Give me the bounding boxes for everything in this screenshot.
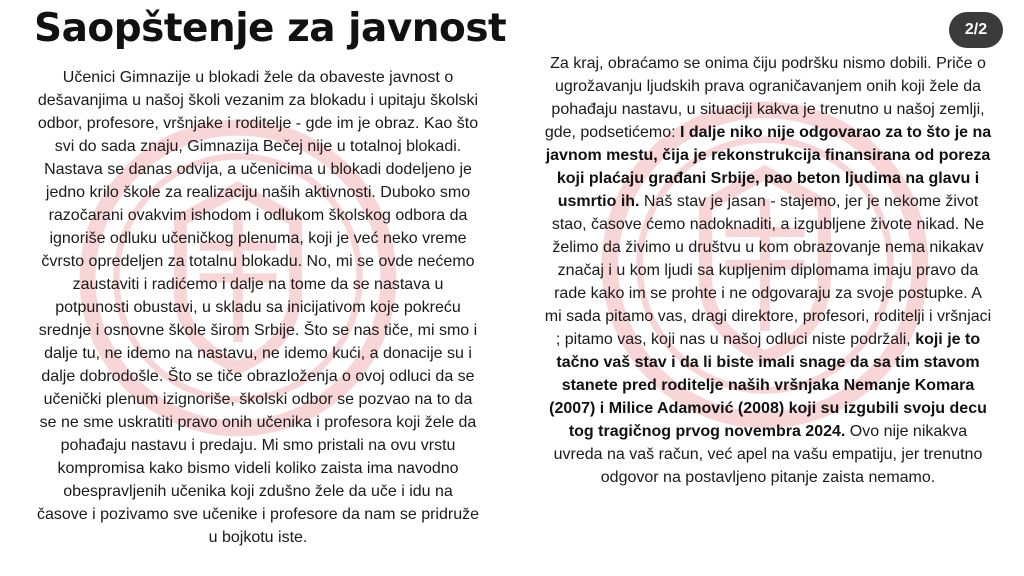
right-bold-segment: I dalje niko nije odgovarao za to što je na javnom mestu, čija je rekonstrukcija finansirana od poreza koji plaćaju građani Srbije, pao beton ljudima na glavu i usmrtio ih. [545, 124, 992, 210]
left-text-column [36, 66, 480, 549]
page-indicator-badge[interactable]: 2/2 [949, 12, 1003, 48]
right-text-segment: Ovo nije nikakva uvreda na vaš račun, već apel na vašu empatiju, jer trenutno odgovor na postavljeno pitanje zaista nemamo. [553, 423, 983, 486]
right-text-segment: Za kraj, obraćamo se onima čiju podršku nismo dobili. Priče o ugrožavanju ljudskih prava ograničavanjem onih koji žele da pohađaju nastavu, u situaciji kakva je trenutno u našoj zemlji, gde, podsetićemo: [544, 55, 986, 141]
right-paragraph [544, 52, 992, 489]
right-bold-segment: koji je to tačno vaš stav i da li biste imali snage da sa tim stavom stanete pred roditelje naših vršnjaka Nemanje Komara (2007) i Milice Adamović (2008) koji su izgubili svoju decu tog tragičnog prvog novembra 2024. [549, 331, 987, 440]
page-title: Saopštenje za javnost [34, 6, 507, 51]
right-text-segment: Naš stav je jasan - stajemo, jer je nekome život stao, časove ćemo nadoknaditi, a izgubljene živote nikad. Ne želimo da živimo u društvu u kom obrazovanje nema nikakav značaj i u kom ljudi sa kupljenim diplomama imaju pravo da rade kako im se prohte i ne odgovaraju za svoje postupke. A mi sada pitamo vas, dragi direktore, profesori, roditelji i vršnjaci ; pitamo vas, koji nas u našoj odluci niste podržali, [544, 193, 992, 348]
left-paragraph: Učenici Gimnazije u blokadi žele da obaveste javnost o dešavanjima u našoj školi vezanim za blokadu i upitaju školski odbor, profesore, vršnjake i roditelje - gde im je obraz. Kao što svi do sada znaju, Gimnazija Bečej nije u totalnoj blokadi. Nastava se danas odvija, a učenicima u blokadi dodeljeno je jedno krilo škole za realizaciju naših aktivnosti. Duboko smo razočarani ovakvim ishodom i odlukom školskog odbora da ignoriše odluku učeničkog plenuma, koji je već neko vreme čvrsto opredeljen za totalnu blokadu. No, mi se ovde nećemo zaustaviti i radićemo i dalje na tome da se nastava u potpunosti obustavi, u skladu sa inicijativom koje pokreću srednje i osnovne škole širom Srbije. Što se nas tiče, mi smo i dalje tu, ne idemo na nastavu, ne idemo kući, a donacije su i dalje dobrodošle. Što se tiče obrazloženja o ovoj odluci da se učenički plenum izignoriše, školski odbor se pozvao na to da se ne sme uskratiti pravo onih učenika i profesora koji žele da pohađaju nastavu i predaju. Mi smo pristali na ovu vrstu kompromisa kako bismo videli koliko zaista ima navodno obespravljenih učenika koji zdušno žele da uče i idu na časove i pozivamo sve učenike i profesore da nam se pridruže u bojkotu iste. [37, 69, 479, 546]
right-text-column [544, 52, 992, 489]
